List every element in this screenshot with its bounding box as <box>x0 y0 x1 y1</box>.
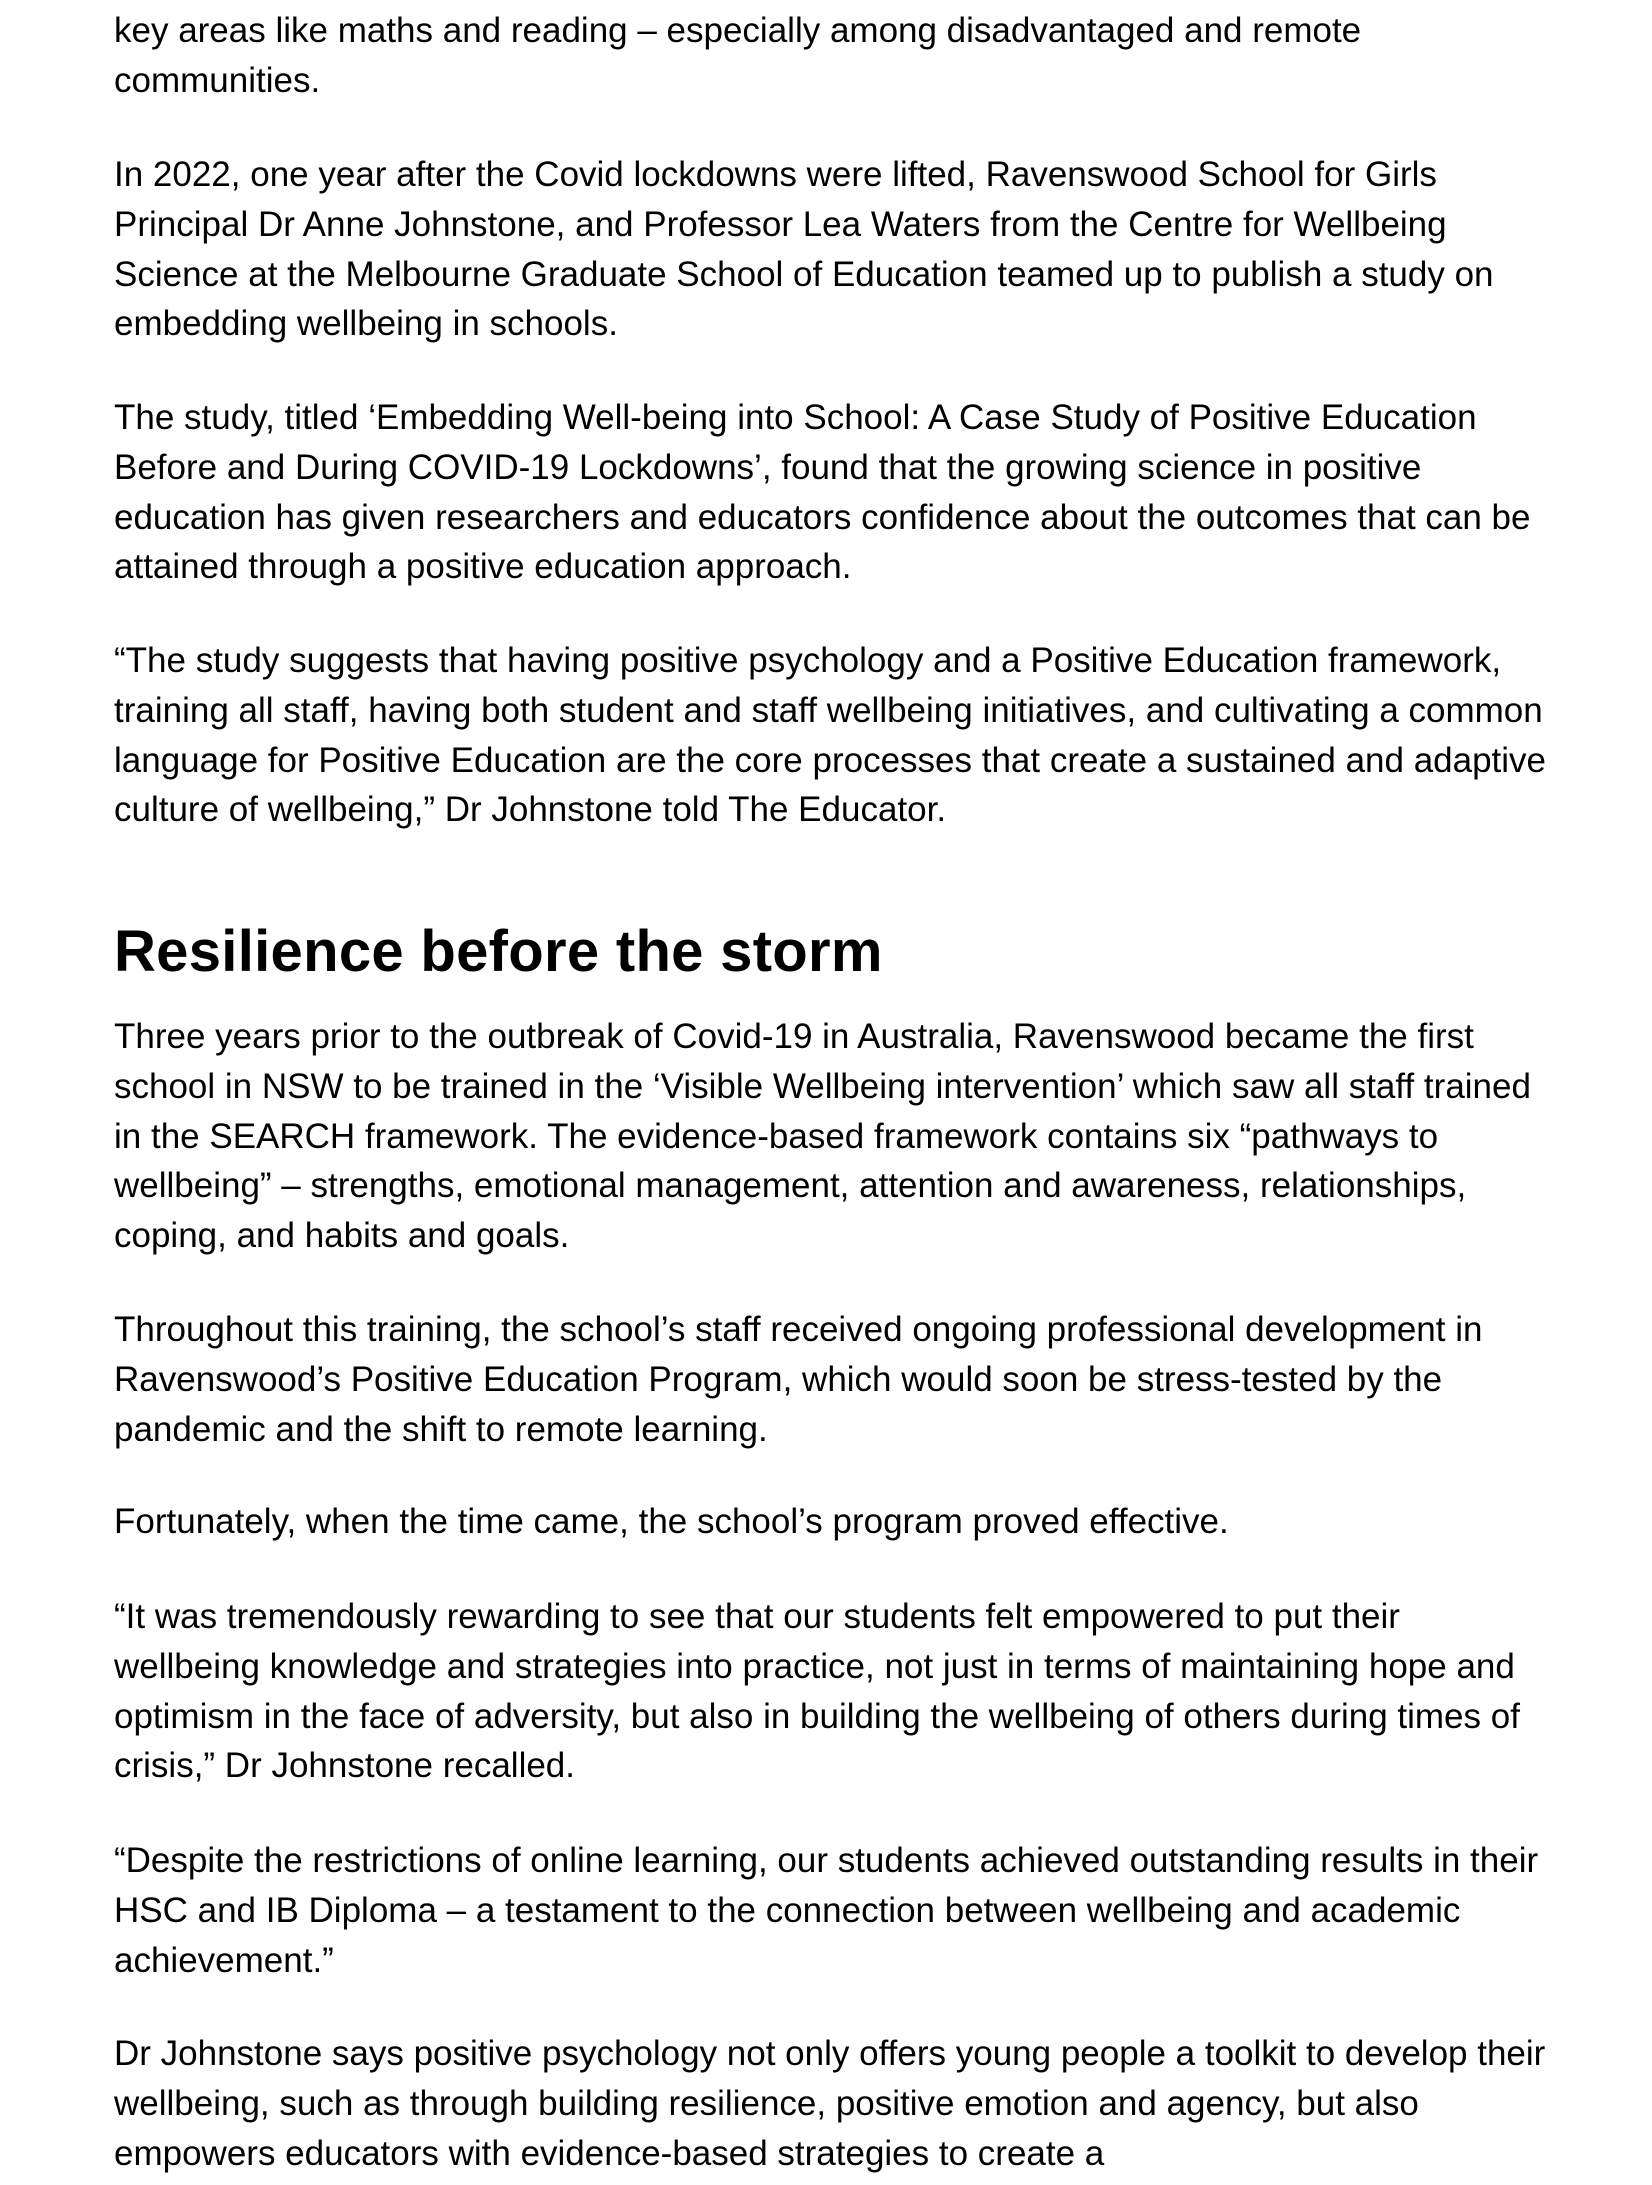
paragraph-program-effective: Fortunately, when the time came, the school’s program proved effective. <box>114 1502 1229 1541</box>
paragraph-rewarding-quote: “It was tremendously rewarding to see that our students felt empowered to put their wellbeing knowledge and strategies into practice, not just in terms of maintaining hope and optimism in the face of adversity, but also in building the wellbeing of others during times of crisis,” Dr Johnstone recalled. <box>114 1597 1520 1786</box>
paragraph-visible-wellbeing: Three years prior to the outbreak of Covid-19 in Australia, Ravenswood became the first school in NSW to be trained in the ‘Visible Wellbeing intervention’ which saw all staff trained in the SEARCH framework. The evidence-based framework contains six “pathways to wellbeing” – strengths, emotional management, attention and awareness, relationships, coping, and habits and goals. <box>114 1017 1531 1256</box>
paragraph-johnstone-quote: “The study suggests that having positive psychology and a Positive Education framework, training all staff, having both student and staff wellbeing initiatives, and cultivating a common language for Positive Education are the core processes that create a sustained and adaptive culture of wellbeing,” Dr Johnstone told The Educator. <box>114 641 1547 830</box>
paragraph-intro-continued: key areas like maths and reading – especially among disadvantaged and remote communities. <box>114 11 1362 100</box>
paragraph-positive-psychology: Dr Johnstone says positive psychology not only offers young people a toolkit to develop their wellbeing, such as through building resilience, positive emotion and agency, but also empowers educators with evidence-based strategies to create a <box>114 2034 1546 2173</box>
paragraph-study-announcement: In 2022, one year after the Covid lockdowns were lifted, Ravenswood School for Girls Principal Dr Anne Johnstone, and Professor Lea Waters from the Centre for Wellbeing Science at the Melbourne Graduate School of Education teamed up to publish a study on embedding wellbeing in schools. <box>114 155 1494 344</box>
paragraph-results-quote: “Despite the restrictions of online learning, our students achieved outstanding results in their HSC and IB Diploma – a testament to the connection between wellbeing and academic achievement.” <box>114 1841 1539 1980</box>
paragraph-study-findings: The study, titled ‘Embedding Well-being into School: A Case Study of Positive Education Before and During COVID-19 Lockdowns’, found that the growing science in positive education has given researchers and educators confidence about the outcomes that can be attained through a positive education approach. <box>114 398 1531 587</box>
paragraph-staff-training: Throughout this training, the school’s staff received ongoing professional development in Ravenswood’s Positive Education Program, which would soon be stress-tested by the pandemic and the shift to remote learning. <box>114 1310 1483 1449</box>
section-heading: Resilience before the storm <box>114 919 883 984</box>
